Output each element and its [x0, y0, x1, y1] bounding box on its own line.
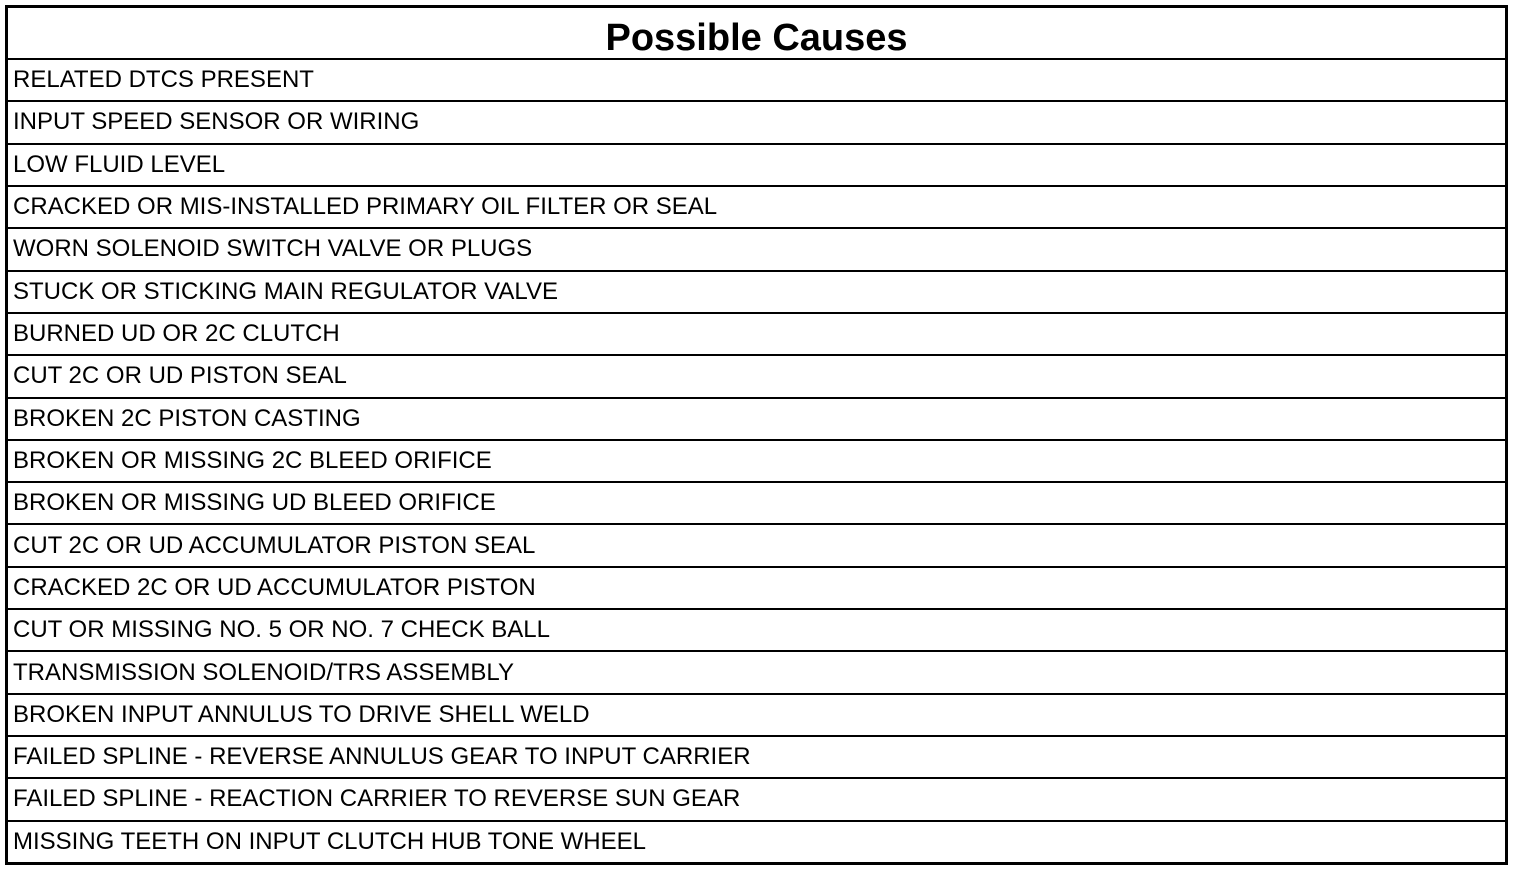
table-row: LOW FLUID LEVEL	[8, 145, 1505, 187]
table-title: Possible Causes	[8, 8, 1505, 60]
table-row: TRANSMISSION SOLENOID/TRS ASSEMBLY	[8, 652, 1505, 694]
table-row: INPUT SPEED SENSOR OR WIRING	[8, 102, 1505, 144]
table-row: STUCK OR STICKING MAIN REGULATOR VALVE	[8, 272, 1505, 314]
table-row: FAILED SPLINE - REACTION CARRIER TO REVERSE SUN GEAR	[8, 779, 1505, 821]
table-row: FAILED SPLINE - REVERSE ANNULUS GEAR TO INPUT CARRIER	[8, 737, 1505, 779]
table-row: MISSING TEETH ON INPUT CLUTCH HUB TONE WHEEL	[13, 827, 646, 855]
table-row: BROKEN INPUT ANNULUS TO DRIVE SHELL WELD	[8, 695, 1505, 737]
table-row: BROKEN OR MISSING 2C BLEED ORIFICE	[8, 441, 1505, 483]
causes-list	[8, 60, 1505, 862]
possible-causes-table	[5, 5, 1508, 865]
table-row: BROKEN 2C PISTON CASTING	[8, 399, 1505, 441]
table-row: CUT 2C OR UD ACCUMULATOR PISTON SEAL	[8, 525, 1505, 567]
table-row: CRACKED 2C OR UD ACCUMULATOR PISTON	[8, 568, 1505, 610]
table-row: CRACKED OR MIS-INSTALLED PRIMARY OIL FILTER OR SEAL	[8, 187, 1505, 229]
table-row: BURNED UD OR 2C CLUTCH	[8, 314, 1505, 356]
table-row: WORN SOLENOID SWITCH VALVE OR PLUGS	[8, 229, 1505, 271]
table-row: RELATED DTCS PRESENT	[8, 60, 1505, 102]
table-row: CUT OR MISSING NO. 5 OR NO. 7 CHECK BALL	[8, 610, 1505, 652]
table-row: CUT 2C OR UD PISTON SEAL	[8, 356, 1505, 398]
table-row: BROKEN OR MISSING UD BLEED ORIFICE	[8, 483, 1505, 525]
